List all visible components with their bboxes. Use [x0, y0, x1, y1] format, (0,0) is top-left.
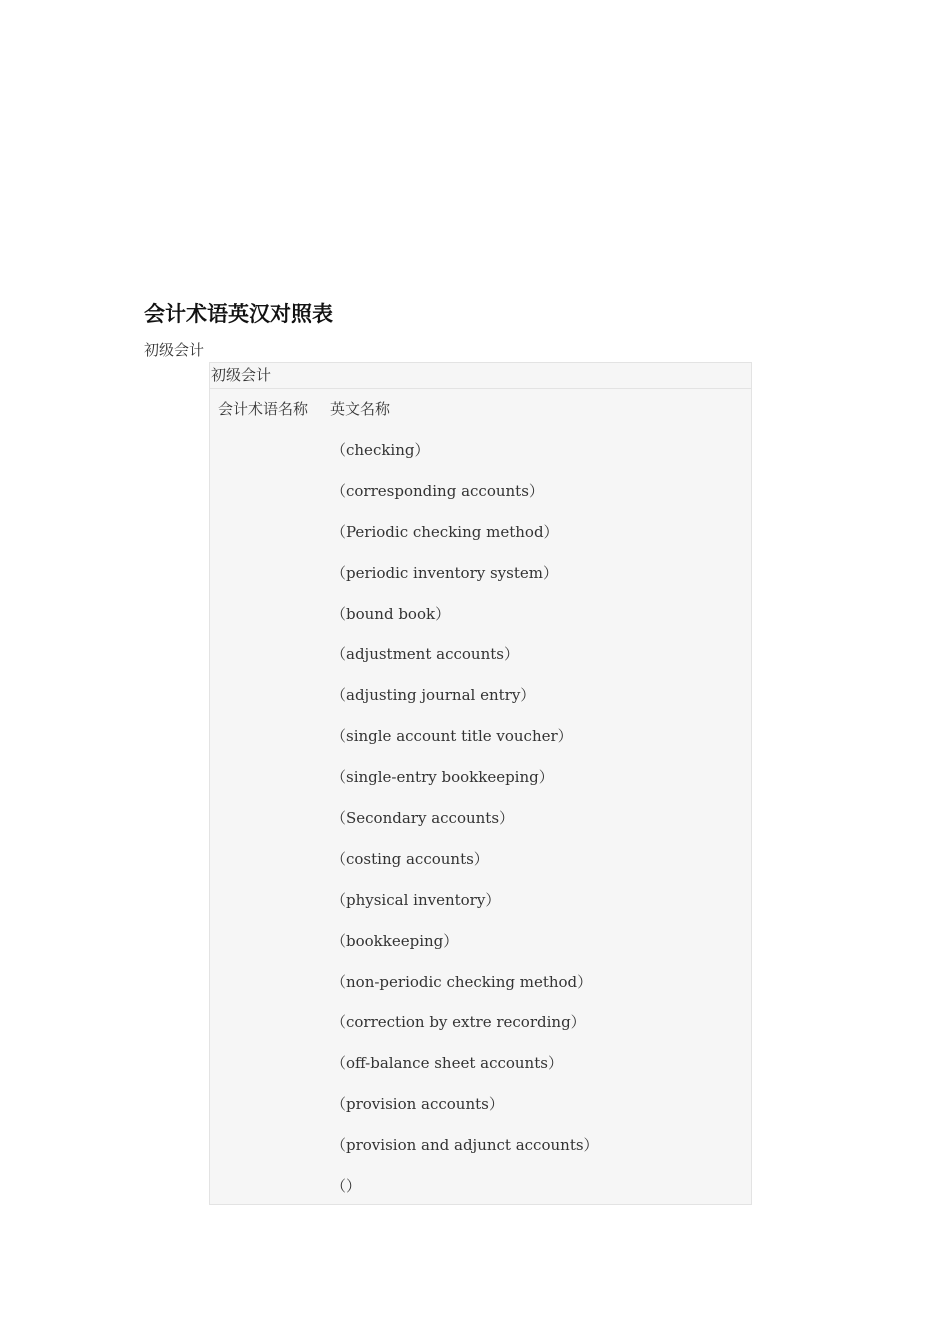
column-header-english: 英文名称 — [330, 400, 391, 418]
term-item: （checking） — [331, 441, 430, 459]
term-item: （bound book） — [331, 604, 451, 623]
term-item: （single account title voucher） — [331, 727, 573, 746]
glossary-header: 初级会计 — [210, 363, 751, 389]
term-item: （bookkeeping） — [331, 931, 459, 950]
glossary-table — [209, 362, 752, 1205]
term-item: （provision accounts） — [331, 1095, 504, 1114]
term-item: （Periodic checking method） — [331, 522, 559, 541]
term-item: （provision and adjunct accounts） — [331, 1136, 599, 1155]
term-item: （correction by extre recording） — [331, 1013, 586, 1032]
term-item: （） — [331, 1177, 362, 1196]
term-item: （corresponding accounts） — [331, 481, 544, 500]
term-item: （Secondary accounts） — [331, 809, 515, 828]
term-item: （physical inventory） — [331, 890, 501, 909]
term-item: （non-periodic checking method） — [331, 972, 593, 991]
column-header-row — [218, 397, 390, 421]
section-label: 初级会计 — [144, 341, 205, 359]
term-item: （adjustment accounts） — [331, 645, 519, 664]
column-header-chinese: 会计术语名称 — [218, 400, 309, 418]
term-item: （off-balance sheet accounts） — [331, 1054, 563, 1073]
term-item: （single-entry bookkeeping） — [331, 768, 554, 787]
term-item: （costing accounts） — [331, 849, 489, 868]
term-item: （adjusting journal entry） — [331, 686, 536, 705]
page-title: 会计术语英汉对照表 — [144, 302, 333, 326]
term-item: （periodic inventory system） — [331, 563, 558, 582]
term-list — [331, 438, 599, 1215]
